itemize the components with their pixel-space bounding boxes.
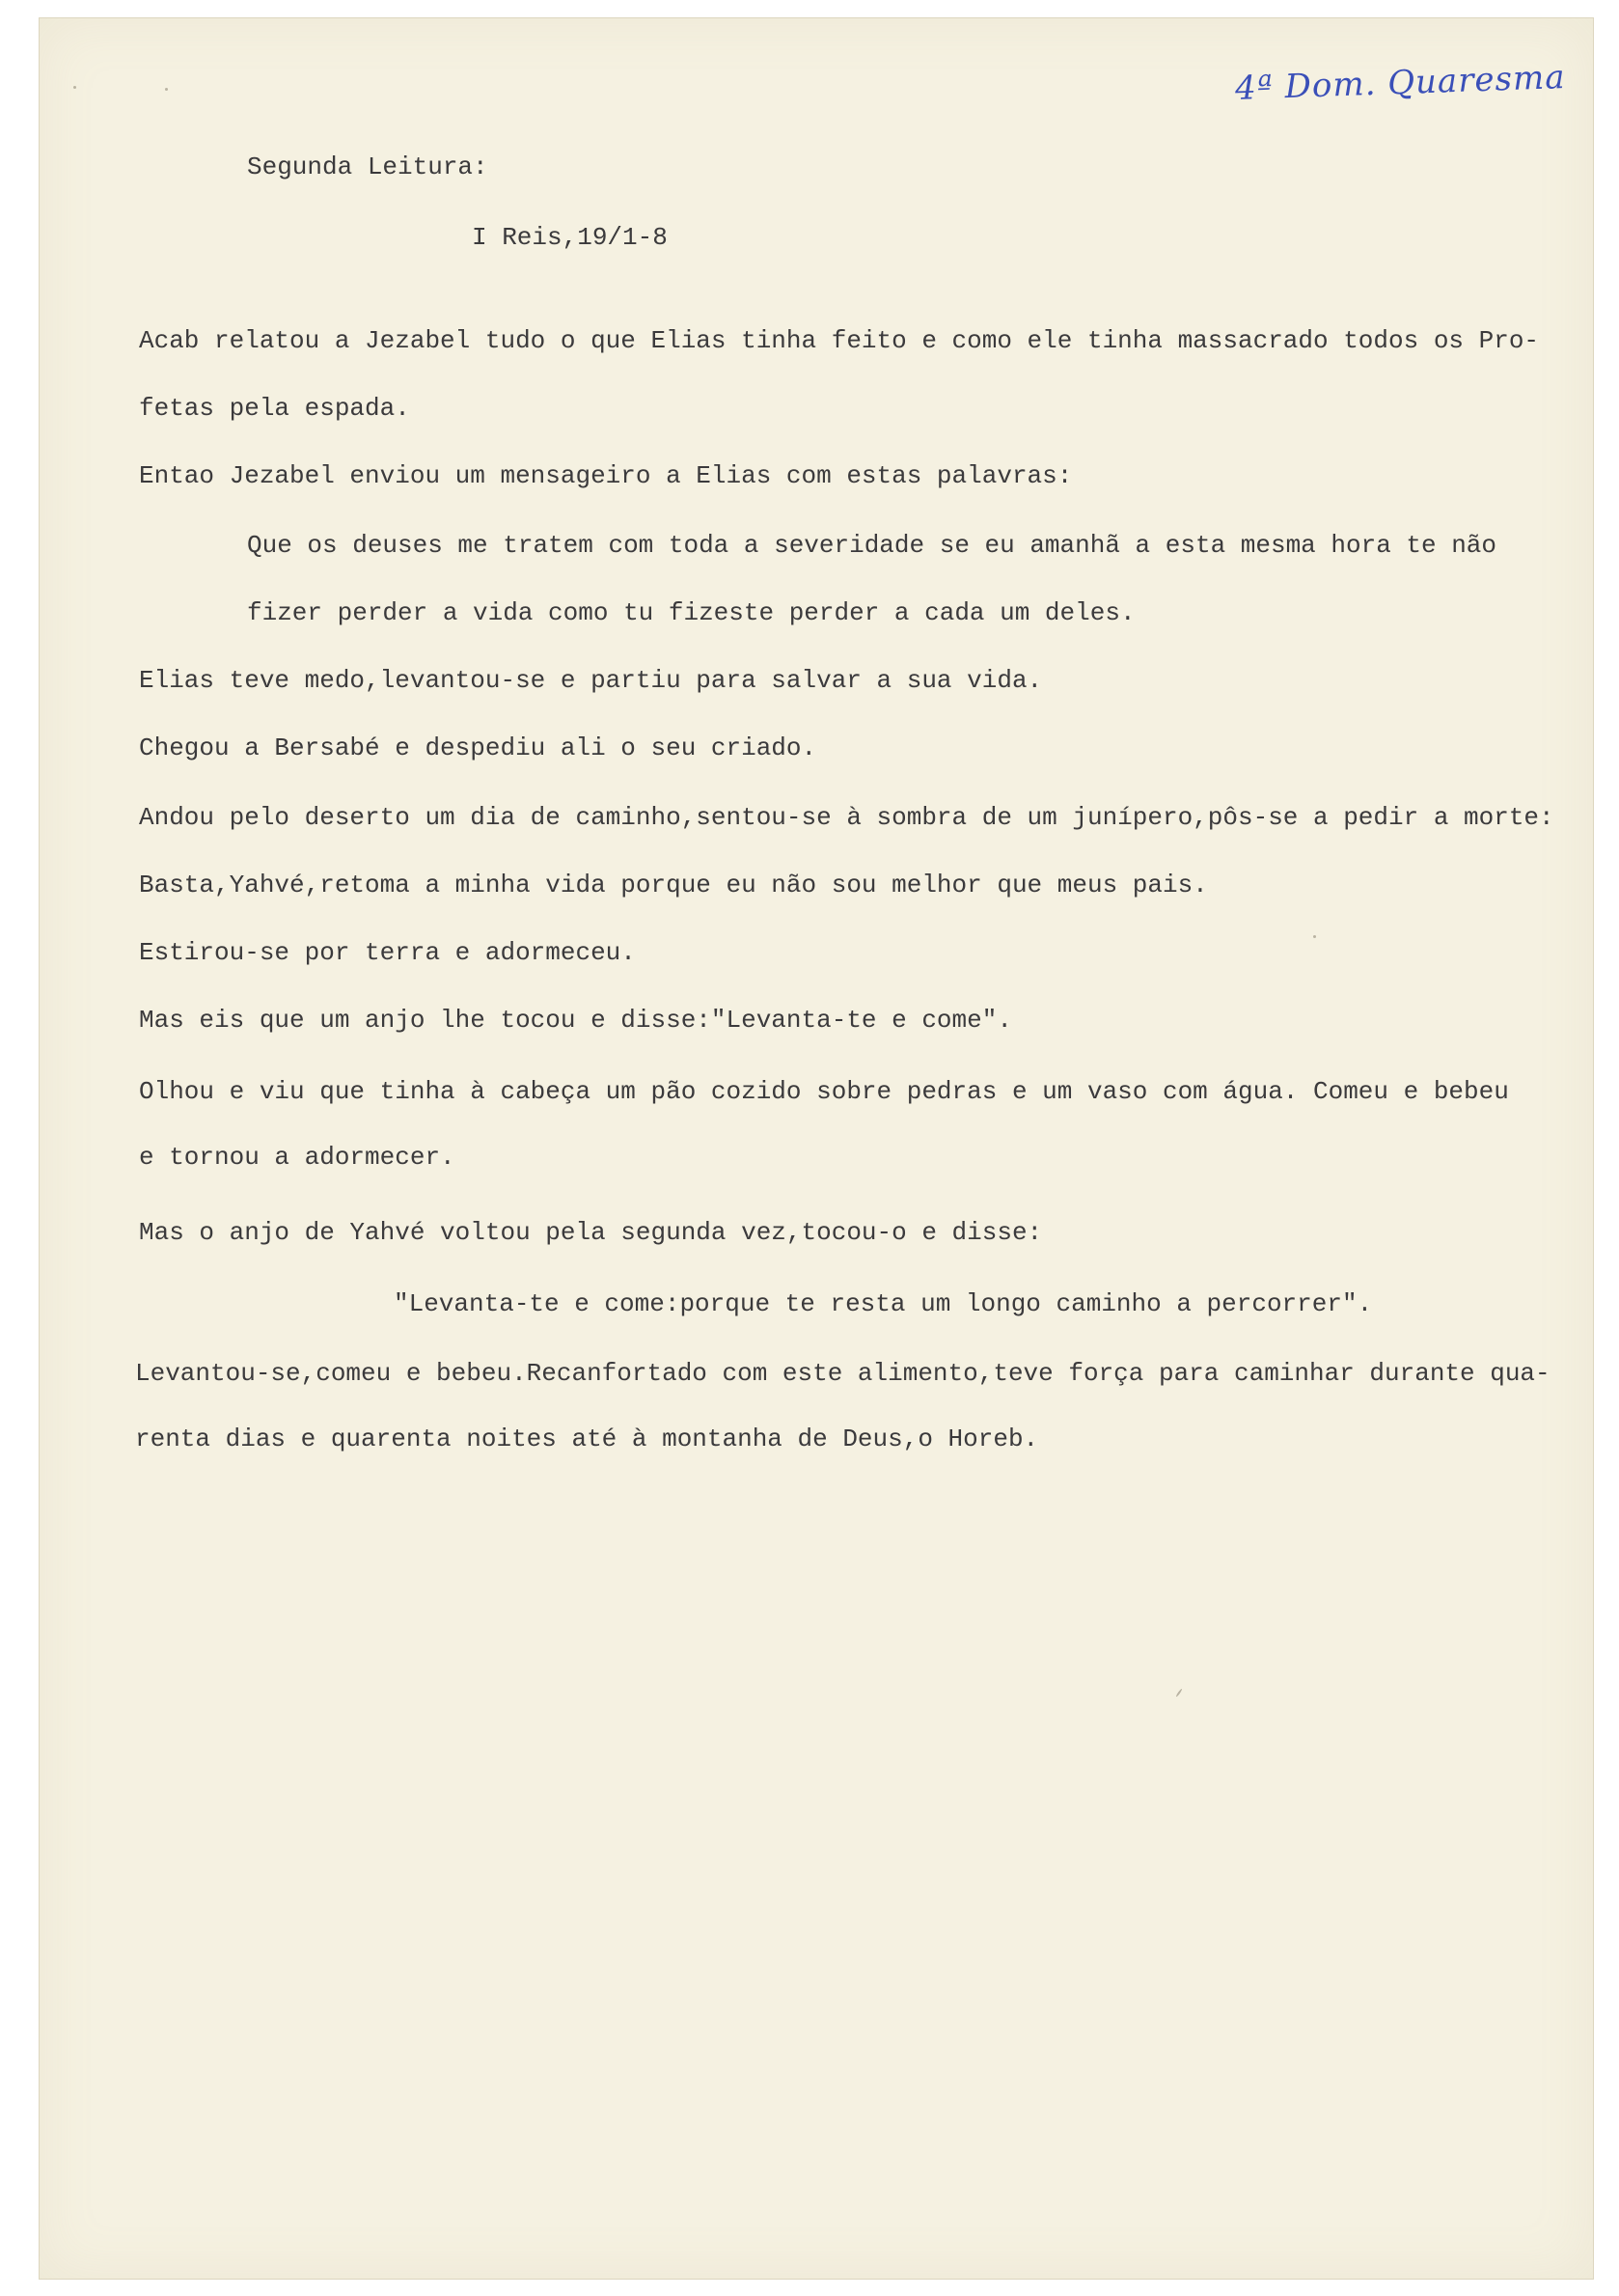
reading-heading: Segunda Leitura:: [247, 152, 488, 181]
text-line: Que os deuses me tratem com toda a severidade se eu amanhã a esta mesma hora te não: [247, 531, 1497, 560]
text-line: Levantou-se,comeu e bebeu.Recanfortado com este alimento,teve força para caminhar durante qua-: [135, 1359, 1550, 1388]
text-line: Entao Jezabel enviou um mensageiro a Elias com estas palavras:: [139, 461, 1073, 490]
paper-speck: [1313, 935, 1316, 938]
text-line: Andou pelo deserto um dia de caminho,sentou-se à sombra de um junípero,pôs-se a pedir a morte:: [139, 803, 1554, 832]
text-line: Acab relatou a Jezabel tudo o que Elias tinha feito e como ele tinha massacrado todos os Pro-: [139, 326, 1540, 355]
text-line: Basta,Yahvé,retoma a minha vida porque eu não sou melhor que meus pais.: [139, 871, 1208, 899]
paper-speck: [1175, 1688, 1182, 1697]
text-line: Chegou a Bersabé e despediu ali o seu criado.: [139, 733, 817, 762]
text-line: fetas pela espada.: [139, 394, 410, 423]
text-line: Elias teve medo,levantou-se e partiu para salvar a sua vida.: [139, 666, 1043, 695]
handwritten-annotation: 4ª Dom. Quaresma: [1234, 58, 1567, 108]
paper-speck: [73, 86, 76, 89]
text-line: "Levanta-te e come:porque te resta um longo caminho a percorrer".: [394, 1289, 1373, 1318]
text-line: Mas eis que um anjo lhe tocou e disse:"Levanta-te e come".: [139, 1006, 1012, 1035]
scripture-reference: I Reis,19/1-8: [472, 223, 668, 252]
text-line: Estirou-se por terra e adormeceu.: [139, 938, 636, 967]
text-line: Olhou e viu que tinha à cabeça um pão cozido sobre pedras e um vaso com água. Comeu e bebeu: [139, 1077, 1509, 1106]
text-line: Mas o anjo de Yahvé voltou pela segunda vez,tocou-o e disse:: [139, 1218, 1043, 1247]
paper-speck: [165, 88, 168, 91]
text-line: fizer perder a vida como tu fizeste perder a cada um deles.: [247, 598, 1136, 627]
text-line: renta dias e quarenta noites até à montanha de Deus,o Horeb.: [135, 1425, 1039, 1453]
text-line: e tornou a adormecer.: [139, 1143, 455, 1172]
